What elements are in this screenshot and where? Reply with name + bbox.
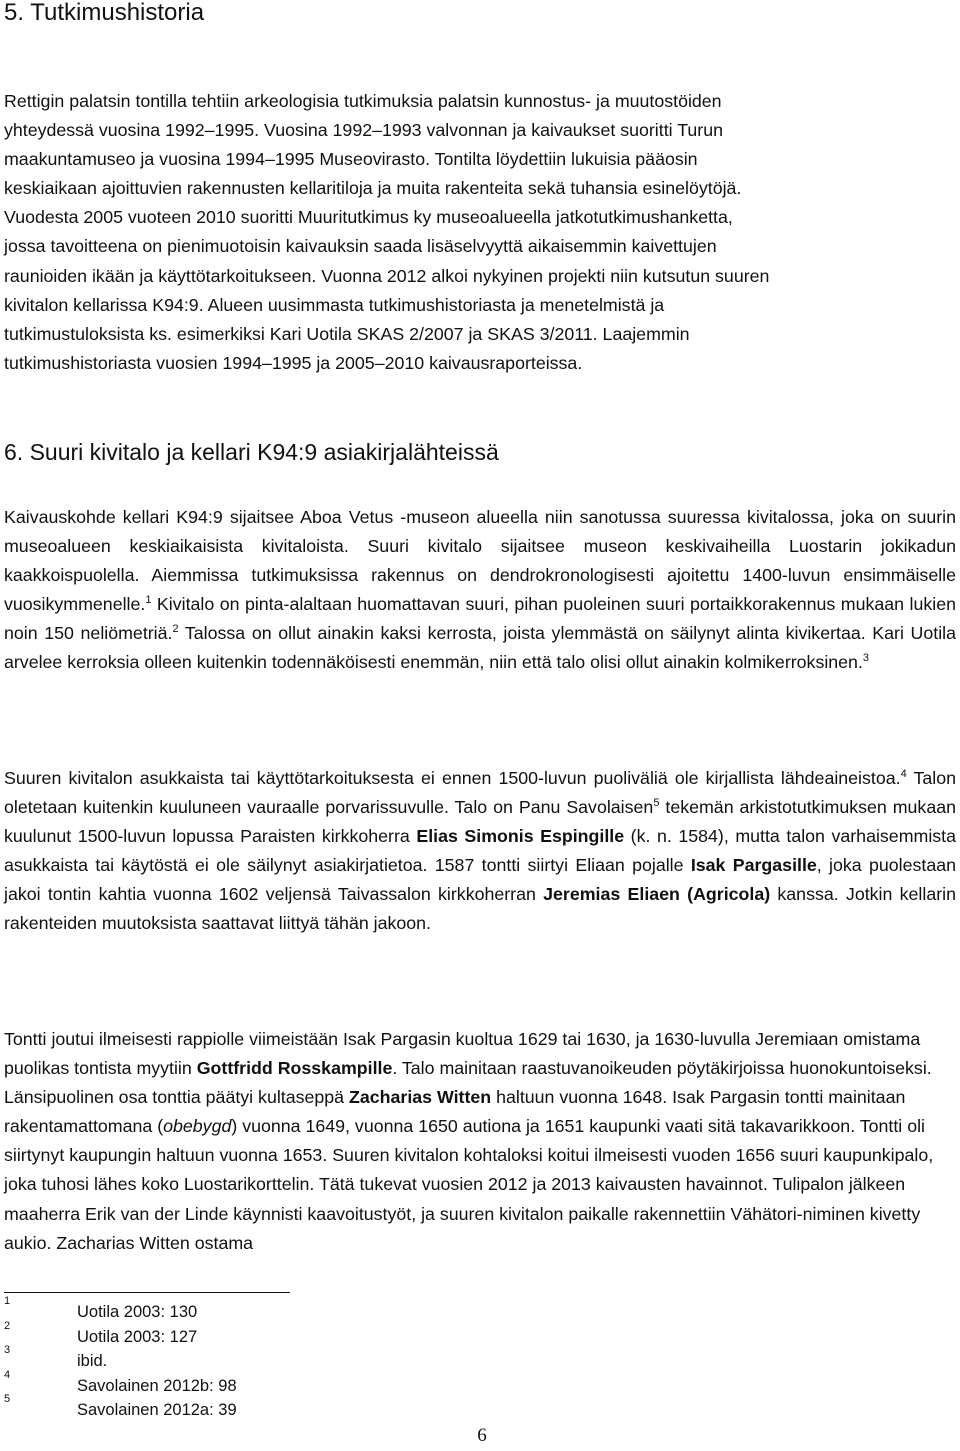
paragraph-line: raunioiden ikään ja käyttötarkoitukseen. Vuonna 2012 alkoi nykyinen projekti niin kutsutun suuren xyxy=(4,265,770,286)
footnote-item xyxy=(4,1368,604,1399)
person-name: Jeremias Eliaen (Agricola) xyxy=(543,884,771,905)
section-5-paragraph xyxy=(4,87,956,378)
footnote-ref-4[interactable]: 4 xyxy=(900,768,907,780)
footnote-item xyxy=(4,1319,604,1350)
paragraph-line: tutkimustuloksista ks. esimerkiksi Kari Uotila SKAS 2/2007 ja SKAS 3/2011. Laajemmin xyxy=(4,323,690,344)
footnote-ref-3[interactable]: 3 xyxy=(862,652,870,665)
footnote-ref-5[interactable]: 5 xyxy=(653,797,660,810)
paragraph-line: Rettigin palatsin tontilla tehtiin arkeologisia tutkimuksia palatsin kunnostus- ja muutostöiden xyxy=(4,91,722,111)
paragraph-line: tutkimushistoriasta vuosien 1994–1995 ja 2005–2010 kaivausraporteissa. xyxy=(4,352,583,373)
footnote-number: 3 xyxy=(4,1344,11,1356)
paragraph-line: yhteydessä vuosina 1992–1995. Vuosina 1992–1993 valvonnan ja kaivaukset suoritti Turun xyxy=(4,120,723,141)
paragraph-text: ) vuonna 1649, vuonna 1650 autiona ja 1651 kaupunki vaati sitä takavarikkoon. Tontti oli siirtynyt kaupungin haltuun vuonna 1653. Suuren kivitalon kohtaloksi koitui ilmeisesti vuoden 1656 suuri kaupunkipalo, joka tuhosi lähes koko Luostarikorttelin. Tätä tukevat vuosien 2012 ja 2013 kaivausten havainnot. Tulipalon jälkeen maaherra Erik van der Linde käynnisti kaavoitustyöt, ja suuren kivitalon paikalle rakennettiin Vähätori-niminen kivetty aukio. Zacharias Witten ostama xyxy=(4,1116,934,1253)
italic-term: obebygd xyxy=(163,1116,232,1137)
paragraph-text: Talon oletetaan kuitenkin kuuluneen vauraalle porvarissuvulle. Talo on Panu Savolaisen xyxy=(4,768,956,818)
footnote-text: Savolainen 2012a: 39 xyxy=(77,1401,237,1419)
paragraph-text: , joka puolestaan jakoi tontin kahtia vuonna 1602 veljensä Taivassalon kirkkoherran xyxy=(4,855,956,905)
paragraph-line: kivitalon kellarissa K94:9. Alueen uusimmasta tutkimushistoriasta ja menetelmistä ja xyxy=(4,294,665,315)
footnote-item xyxy=(4,1393,604,1423)
paragraph-text: kanssa. Jotkin kellarin rakenteiden muutoksista saattavat liittyä tähän jakoon. xyxy=(4,884,956,934)
paragraph-text: Kivitalo on pinta-alaltaan huomattavan suuri, pihan puoleinen suuri portaikkorakennus mukaan lukien noin 150 neliömetriä. xyxy=(4,594,956,644)
paragraph-text: (k. n. 1584), mutta talon varhaisemmista asukkaista tai käytöstä ei ole säilynyt asiakirjatietoa. 1587 tontti siirtyi Eliaan pojalle xyxy=(4,826,956,876)
section-5-heading: 5. Tutkimushistoria xyxy=(4,0,205,26)
section-6-paragraph-3 xyxy=(4,1025,956,1258)
paragraph-text: Suuren kivitalon asukkaista tai käyttötarkoituksesta ei ennen 1500-luvun puoliväliä ole kirjallista lähdeaineistoa. xyxy=(4,768,901,788)
footnote-number: 5 xyxy=(4,1393,11,1405)
section-6-heading: 6. Suuri kivitalo ja kellari K94:9 asiakirjalähteissä xyxy=(4,439,499,465)
person-name: Elias Simonis Espingille xyxy=(416,826,625,847)
footnote-text: Uotila 2003: 130 xyxy=(77,1303,198,1321)
page-number: 6 xyxy=(477,1425,487,1446)
paragraph-text: Talossa on ollut ainakin kaksi kerrosta, joista ylemmästä on säilynyt alinta kivikertaa. Kari Uotila arvelee kerroksia olleen kuitenkin todennäköisesti enemmän, niin että talo olisi ollut ainakin kolmikerroksinen. xyxy=(4,623,957,673)
footnote-item xyxy=(4,1295,604,1325)
footnote-item xyxy=(4,1344,604,1374)
paragraph-text: Kaivauskohde kellari K94:9 sijaitsee Aboa Vetus -museon alueella niin sanotussa suuressa kivitalossa, joka on suurin museoalueen keskiaikaisista kivitaloista. Suuri kivitalo sijaitsee museon keskivaiheilla Luostarin jokikadun kaakkoispuolella. Aiemmissa tutkimuksissa rakennus on dendrokronologisesti ajoitettu 1400-luvun ensimmäiselle vuosikymmenelle. xyxy=(4,507,956,615)
paragraph-line: jossa tavoitteena on pienimuotoisin kaivauksin saada lisäselvyyttä aikaisemmin kaivettujen xyxy=(4,236,717,257)
paragraph-line: keskiaikaan ajoittuvien rakennusten kellaritiloja ja muita rakenteita sekä tuhansia esinelöytöjä. xyxy=(4,178,742,199)
person-name: Gottfridd Rosskampille xyxy=(196,1058,393,1079)
footnote-text: Uotila 2003: 127 xyxy=(77,1327,198,1346)
paragraph-text: Tontti joutui ilmeisesti rappiolle viimeistään Isak Pargasin kuoltua 1629 tai 1630, ja 1630-luvulla Jeremiaan omistama puolikas tontista myytiin xyxy=(4,1029,921,1079)
section-6-paragraph-2 xyxy=(4,764,956,939)
paragraph-text: . Talo mainitaan raastuvanoikeuden pöytäkirjoissa huonokuntoiseksi. Länsipuolinen osa tonttia päätyi kultaseppä xyxy=(4,1058,932,1108)
footnote-divider xyxy=(4,1292,290,1293)
footnote-text: Savolainen 2012b: 98 xyxy=(77,1376,237,1395)
section-6-paragraph-1 xyxy=(4,503,956,678)
person-name: Isak Pargasille xyxy=(690,855,817,876)
footnote-ref-1[interactable]: 1 xyxy=(145,594,152,607)
paragraph-line: maakuntamuseo ja vuosina 1994–1995 Museovirasto. Tontilta löydettiin lukuisia pääosin xyxy=(4,149,698,170)
paragraph-text: tekemän arkistotutkimuksen mukaan kuulunut 1500-luvun lopussa Paraisten kirkkoherra xyxy=(4,797,956,847)
footnotes-list xyxy=(4,1295,604,1423)
footnote-number: 4 xyxy=(4,1368,11,1381)
footnote-text: ibid. xyxy=(77,1352,108,1370)
person-name: Zacharias Witten xyxy=(349,1087,492,1108)
paragraph-line: Vuodesta 2005 vuoteen 2010 suoritti Muuritutkimus ky museoalueella jatkotutkimushanketta, xyxy=(4,207,733,228)
footnote-ref-2[interactable]: 2 xyxy=(172,623,179,636)
footnote-number: 1 xyxy=(4,1295,11,1307)
paragraph-text: haltuun vuonna 1648. Isak Pargasin tontti mainitaan rakentamattomana ( xyxy=(4,1087,906,1137)
footnote-number: 2 xyxy=(4,1319,11,1332)
